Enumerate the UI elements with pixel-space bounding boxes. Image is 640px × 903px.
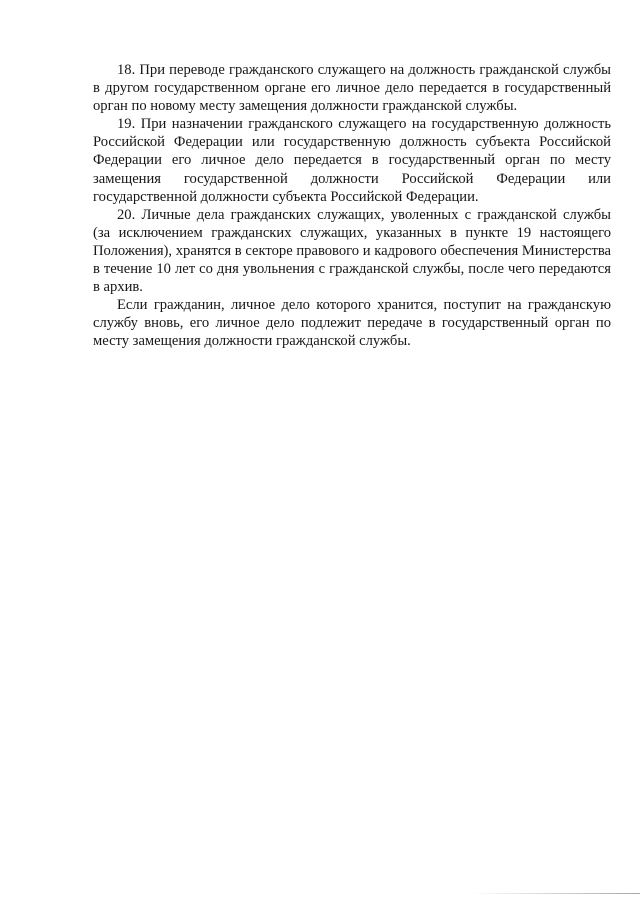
document-body [93, 61, 611, 351]
paragraph-19: 19. При назначении гражданского служащего на государственную должность Российской Федерации или государственную должность субъекта Российской Федерации его личное дело передается в государственный орган по месту замещения государственной должности Российской Федерации или государственной должности субъекта Российской Федерации. [93, 116, 611, 205]
paragraph-readmission: Если гражданин, личное дело которого хранится, поступит на гражданскую службу вновь, его личное дело подлежит передаче в государственный орган по месту замещения должности гражданской службы. [93, 297, 611, 350]
scan-edge-line [470, 893, 640, 894]
paragraph-20: 20. Личные дела гражданских служащих, уволенных с гражданской службы (за исключением гражданских служащих, указанных в пункте 19 настоящего Положения), хранятся в секторе правового и кадрового обеспечения Министерства в течение 10 лет со дня увольнения с гражданской службы, после чего передаются в архив. [93, 206, 611, 296]
paragraph-18: 18. При переводе гражданского служащего на должность гражданской службы в другом государственном органе его личное дело передается в государственный орган по новому месту замещения должности гражданской службы. [93, 62, 611, 115]
